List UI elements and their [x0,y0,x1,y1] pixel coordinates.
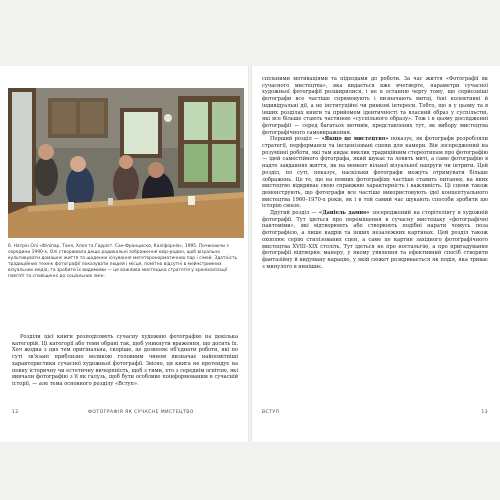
running-head: ФОТОГРАФІЯ ЯК СУЧАСНЕ МИСТЕЦТВО [88,410,194,415]
left-footer [0,410,248,418]
paragraph [262,210,488,270]
photograph-family-in-kitchen [8,88,244,238]
paragraph: Розділи цієї книги розподіляють сучасну художню фотографію на декілька категорій. Ці категорії або теми обрані так, щоб уникнути враження, що досить їх. Хоч жодна з цих тем оригінальна, скоріше, це дозволяє об'єднати роботи, які по суті зв'язані приблизно великою головним чином визначає найпомітніші характеристики сучасної художньої фотографії. Звісно, ця книга не претендує на повну історичну чи естетичну вичерпність, щоб з тими, хто з середнім освітою, які вивчали фотографію з її як галузь, щоб бути особливо поінформованим в сучасній історії, — але тема основного розділу «Вступ». [12,334,238,387]
paragraph-text: Другий розділ — [270,210,319,217]
paragraph-text: зосереджений на сторітелінгу в художній фотографії. Тут ідеться про переміщення в сучасну мистецьку «фотографічні пантоміми», які відтворюють або створюють подібні нарати чомусь поза фотографією, а лише кадрів та інших незалежних картинах. Цей розділ також охоплює серію стилізованих сцен, а саме це картин західного фотографічного мистецтва XVIII–XIX століть. Тут ідеться не про ностальгію, а про пригадування фотографії відтворює манеру, у якому уявлення та ефективний спосіб створити фантазійну й видуману нарацію, у якій сюжет розкривається як подія, яка триває з минулого в нинішнє. [262,210,489,270]
left-body-text [12,334,238,388]
left-page [0,66,248,442]
right-footer [252,410,500,418]
paragraph-text: показує, як фотографи розробляли стратегії, перформанси та інсценізовані сцени для камери. Він зосереджений на розумінні роботи, які там кидає виклик традиційним стереотипам про фотографію — ідей самостійного фотографа, який шукає та ловить миті, а саме фотографію в надто завданнях життя, як на момент вільної візуальної напруги чи інтриги. Цей розділ, по суті, показує, наскільки фотографи можуть отримувати більше зображень. Це те, що на певних фотографіях частіше ставить питання, на яких мистецтво відкриває свою справжню характерність і важливість. Ці сцени також демонструють, що фотографи все частіше використовують ідеї концептуального мистецтва 1960–1970-х років, як і в той самий час шукають способи зробити цю історію своєю. [262,136,488,210]
right-body-text [262,76,488,270]
page-number: 13 [481,410,488,415]
paragraph: спільними мотиваціями та підходами до роботи. За час життя «Фотографії як сучасного мистецтва», яка видається вже вчетверте, параметри сучасної художньої фотографії розширилися, і не в останню чергу тому, що серйозніші фотографи все частіше спрямовують і визначають митці, їхні колективні й індивідуальні дії, а не інституційні чи ринкові інтереси. Тобто, що я у цьому та в інших розділах книги та прийомом ідентичності та власний образ у суспільстві, які все більше стають частиною «суспільного образу». Тож і в цьому дослідженні фотографії — серед багатьох мотивів, представлених тут, як вибору мистецтва фотографічного самовираження. [262,76,488,136]
paragraph [262,136,488,210]
paragraph-text: Перший розділ — [270,136,322,143]
section-title: «Даніель дамно» [318,210,370,217]
running-head: ВСТУП [262,410,280,415]
section-title: «Якщо це мистецтво» [321,136,389,143]
page-number: 12 [12,410,19,415]
photo-illustration [8,88,244,238]
right-page [252,66,500,442]
photo-caption: 6. Натрін Олі «Філіпар, Таня, Хлоя та Гаррієт. Сан-Франциско, Каліфорнія», 1995. Починаючи з середини 1990-х, Олі створювала дещо радикальні зображення квір-родин, щоб візуально культивувати домашнє життя та щоденне існування мегетеронорматичних пар і сімей. Здатність традиційних технік фотографії показувати людей і місця, помітно відсутні в мейнстримних візуальних медіа, та зробити їх видимими — це важлива мистецька стратегія у хронікалізації пам'яті та сповіщенні до соціальних змін. [8,244,238,279]
